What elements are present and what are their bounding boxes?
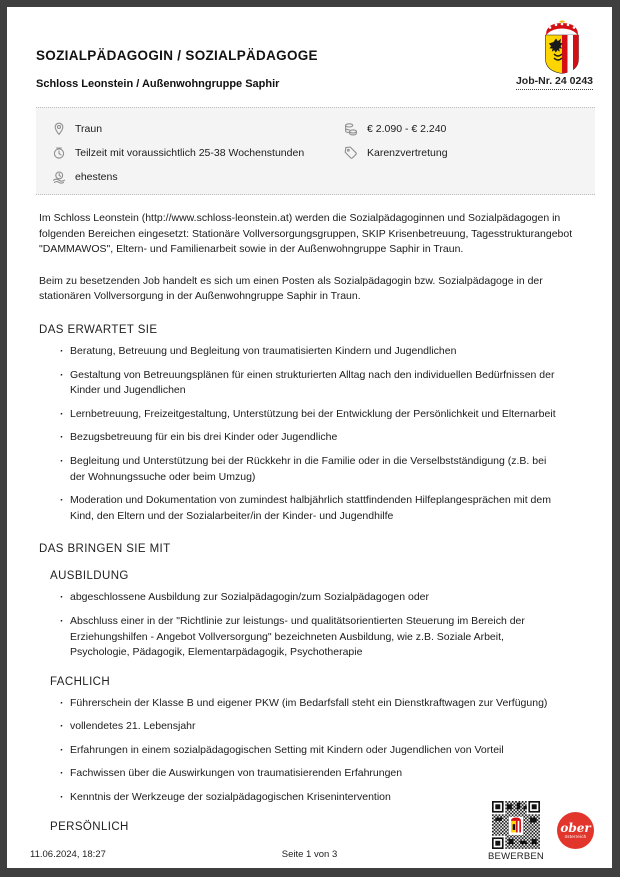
- oberoesterreich-logo: [557, 812, 594, 849]
- fact-hours: [52, 141, 344, 165]
- page-title: SOZIALPÄDAGOGIN / SOZIALPÄDAGOGE: [36, 48, 318, 63]
- fact-hours-text: Teilzeit mit voraussichtlich 25-38 Wochenstunden: [75, 147, 305, 159]
- apply-qr-block[interactable]: [488, 801, 544, 862]
- salary-coins-icon: [344, 122, 358, 136]
- page-subtitle: Schloss Leonstein / Außenwohngruppe Saphir: [36, 78, 280, 90]
- fact-salary: [344, 117, 595, 141]
- worktime-clock-icon: [52, 146, 66, 160]
- list-item: · Moderation und Dokumentation von zumindest halbjährlich stattfindenden Hilfeplangesprächen mit dem Kind, den Eltern und der Sozialarbeiter/in der Kinder- und Jugendhilfe: [36, 493, 564, 524]
- logo-text-ober: ober: [560, 820, 591, 835]
- fact-start-text: ehestens: [75, 171, 118, 183]
- apply-label[interactable]: BEWERBEN: [488, 851, 544, 862]
- qr-code-icon[interactable]: [492, 801, 540, 849]
- fact-contract: [344, 141, 595, 165]
- subsection-heading-persoenlich: PERSÖNLICH: [50, 820, 129, 833]
- list-item: · Kenntnis der Werkzeuge der sozialpädagogischen Krisenintervention: [36, 790, 564, 806]
- list-item: · Abschluss einer in der "Richtlinie zur leistungs- und qualitätsorientierten Steuerung im Bereich der Erziehungshilfen - Angebot Vollversorgung" bezeichneten Ausbildung, wie z.B. Soziale Arbeit, Psychologie, Pädagogik, Elementarpädagogik, Psychotherapie: [36, 614, 564, 661]
- tag-icon: [344, 146, 358, 160]
- list-item: · Erfahrungen in einem sozialpädagogischen Setting mit Kindern oder Jugendlichen von Vorteil: [36, 743, 564, 759]
- fact-salary-text: € 2.090 - € 2.240: [367, 123, 447, 135]
- job-facts-box: [36, 107, 595, 195]
- location-pin-icon: [52, 122, 66, 136]
- list-item: · vollendetes 21. Lebensjahr: [36, 719, 564, 735]
- list-item: · Lernbetreuung, Freizeitgestaltung, Unterstützung bei der Entwicklung der Persönlichkeit und Elternarbeit: [36, 407, 564, 423]
- start-date-icon: [52, 170, 66, 184]
- fact-location: [52, 117, 344, 141]
- list-item: · Begleitung und Unterstützung bei der Rückkehr in die Familie oder in die Verselbstständigung (z.B. bei der Wohnungssuche oder beim Umzug): [36, 454, 564, 485]
- list-item: · Gestaltung von Betreuungsplänen für einen strukturierten Alltag nach den individuellen Bedürfnissen der Kinder und Jugendlichen: [36, 368, 564, 399]
- intro-paragraph-1: Im Schloss Leonstein (http://www.schloss-leonstein.at) werden die Sozialpädagoginnen und Sozialpädagogen in folgenden Bereichen eingesetzt: Stationäre Vollversorgungsgruppen, SKIP Krisenbetreuung, Tagesstrukturangebot "DAMMAWOS", Eltern- und Familienarbeit sowie in der Außenwohngruppe Saphir in Traun.: [39, 212, 573, 256]
- expect-list: [36, 344, 595, 524]
- fact-location-text: Traun: [75, 123, 103, 135]
- list-item: · Beratung, Betreuung und Begleitung von traumatisierten Kindern und Jugendlichen: [36, 344, 564, 360]
- subsection-heading-fachlich: FACHLICH: [50, 675, 111, 688]
- intro-paragraph-2: Beim zu besetzenden Job handelt es sich um einen Posten als Sozialpädagogin bzw. Sozialpädagoge in der stationären Vollversorgung in der Außenwohngruppe Saphir in Traun.: [39, 274, 543, 303]
- job-number: Job-Nr. 24 0243: [516, 75, 593, 90]
- apply-area: [488, 801, 594, 862]
- fact-start: [52, 165, 344, 189]
- list-item: · abgeschlossene Ausbildung zur Sozialpädagogin/zum Sozialpädagogen oder: [36, 590, 564, 606]
- footer-page-number: Seite 1 von 3: [281, 849, 338, 860]
- list-item: · Führerschein der Klasse B und eigener PKW (im Bedarfsfall steht ein Dienstkraftwagen zur Verfügung): [36, 696, 564, 712]
- list-item: · Fachwissen über die Auswirkungen von traumatisierenden Erfahrungen: [36, 766, 564, 782]
- fachlich-list: [36, 696, 595, 806]
- list-item: · Bezugsbetreuung für ein bis drei Kinder oder Jugendliche: [36, 430, 564, 446]
- logo-text-oesterreich: österreich: [564, 833, 587, 839]
- subsection-heading-ausbildung: AUSBILDUNG: [50, 570, 129, 583]
- section-heading-bring: DAS BRINGEN SIE MIT: [39, 543, 171, 556]
- ausbildung-list: [36, 590, 595, 660]
- header: [36, 48, 595, 90]
- section-heading-expect: DAS ERWARTET SIE: [39, 323, 158, 336]
- footer-datetime: 11.06.2024, 18:27: [30, 849, 106, 860]
- fact-contract-text: Karenzvertretung: [367, 147, 448, 159]
- upper-austria-coat-of-arms-icon: [541, 20, 583, 74]
